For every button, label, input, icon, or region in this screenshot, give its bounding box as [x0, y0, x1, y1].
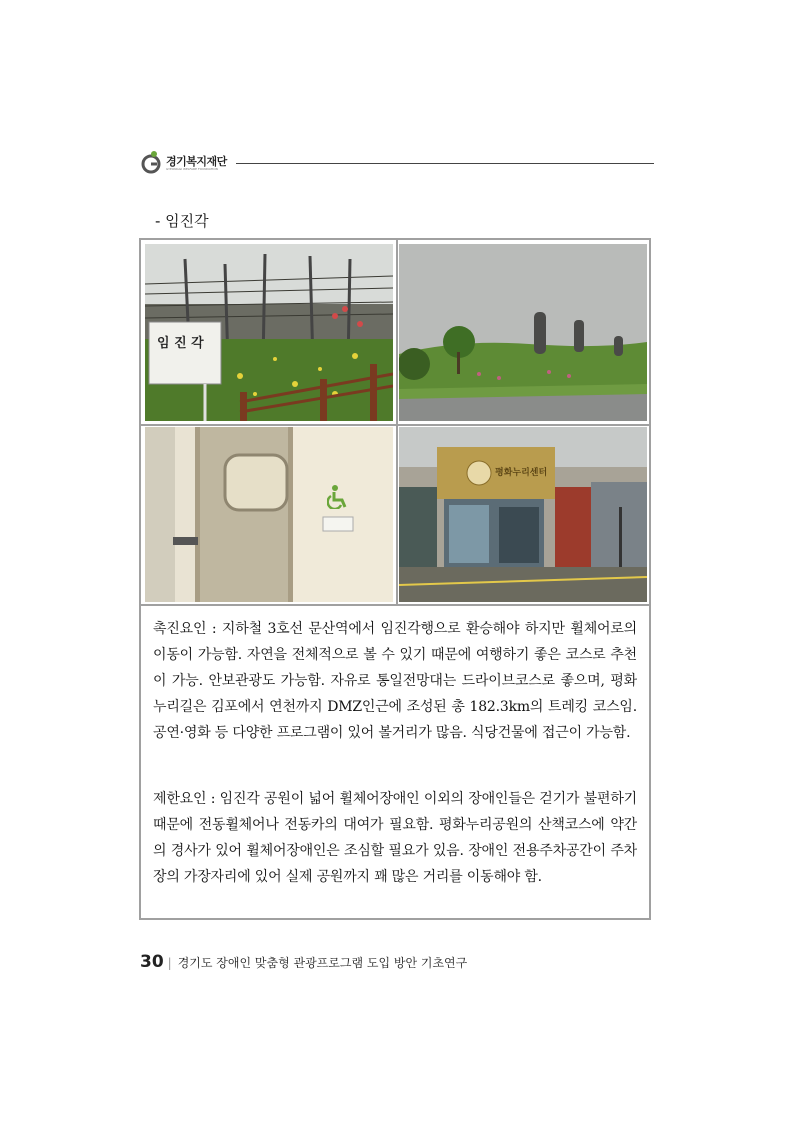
sign-label: 임 진 각: [157, 336, 204, 351]
center-sign: 평화누리센터: [495, 468, 548, 478]
header-rule: [236, 163, 654, 164]
photo-elevator: [145, 427, 393, 602]
promoting-label: 촉진요인 :: [153, 621, 222, 637]
footer-title: 경기도 장애인 맞춤형 관광프로그램 도입 방안 기초연구: [177, 956, 468, 970]
org-subtitle: GYEONGGI WELFARE FOUNDATION: [166, 167, 218, 171]
page-number: 30: [140, 952, 164, 972]
limiting-factors: [153, 786, 637, 890]
wheelchair-icon: [327, 485, 349, 509]
grid-divider-horizontal-2: [141, 604, 649, 606]
footer-separator: |: [167, 956, 172, 970]
grid-divider-vertical: [396, 240, 398, 606]
org-name: 경기복지재단: [166, 155, 227, 168]
grid-divider-horizontal: [141, 424, 649, 426]
promoting-text: 지하철 3호선 문산역에서 임진각행으로 환승해야 하지만 휠체어로의 이동이 가능함. 자연을 전체적으로 볼 수 있기 때문에 여행하기 좋은 코스로 추천이 가능. 안보관광도 가능함. 자유로 통일전망대는 드라이브코스로 좋으며, 평화누리길은 김포에서 연천까지 DMZ인근에 조성된 총 182.3km의 트레킹 코스임. 공연·영화 등 다양한 프로그램이 있어 볼거리가 많음. 식당건물에 접근이 가능함.: [153, 621, 637, 741]
page-header: [140, 150, 654, 176]
limiting-text: 임진각 공원이 넓어 휠체어장애인 이외의 장애인들은 걷기가 불편하기 때문에 전동휠체어나 전동카의 대여가 필요함. 평화누리공원의 산책코스에 약간의 경사가 있어 휠체어장애인은 조심할 필요가 있음. 장애인 전용주차공간이 주차장의 가장자리에 있어 실제 공원까지 꽤 많은 거리를 이동해야 함.: [153, 791, 637, 885]
page-footer: [140, 952, 467, 972]
limiting-label: 제한요인 :: [153, 791, 220, 807]
photo-dmz-fence-sign: [145, 244, 393, 421]
section-title: - 임진각: [155, 212, 209, 230]
foundation-logo-icon: [140, 150, 164, 174]
promoting-factors: [153, 616, 637, 746]
photo-peace-park: [399, 244, 647, 421]
content-table: [139, 238, 651, 920]
photo-center-building: [399, 427, 647, 602]
